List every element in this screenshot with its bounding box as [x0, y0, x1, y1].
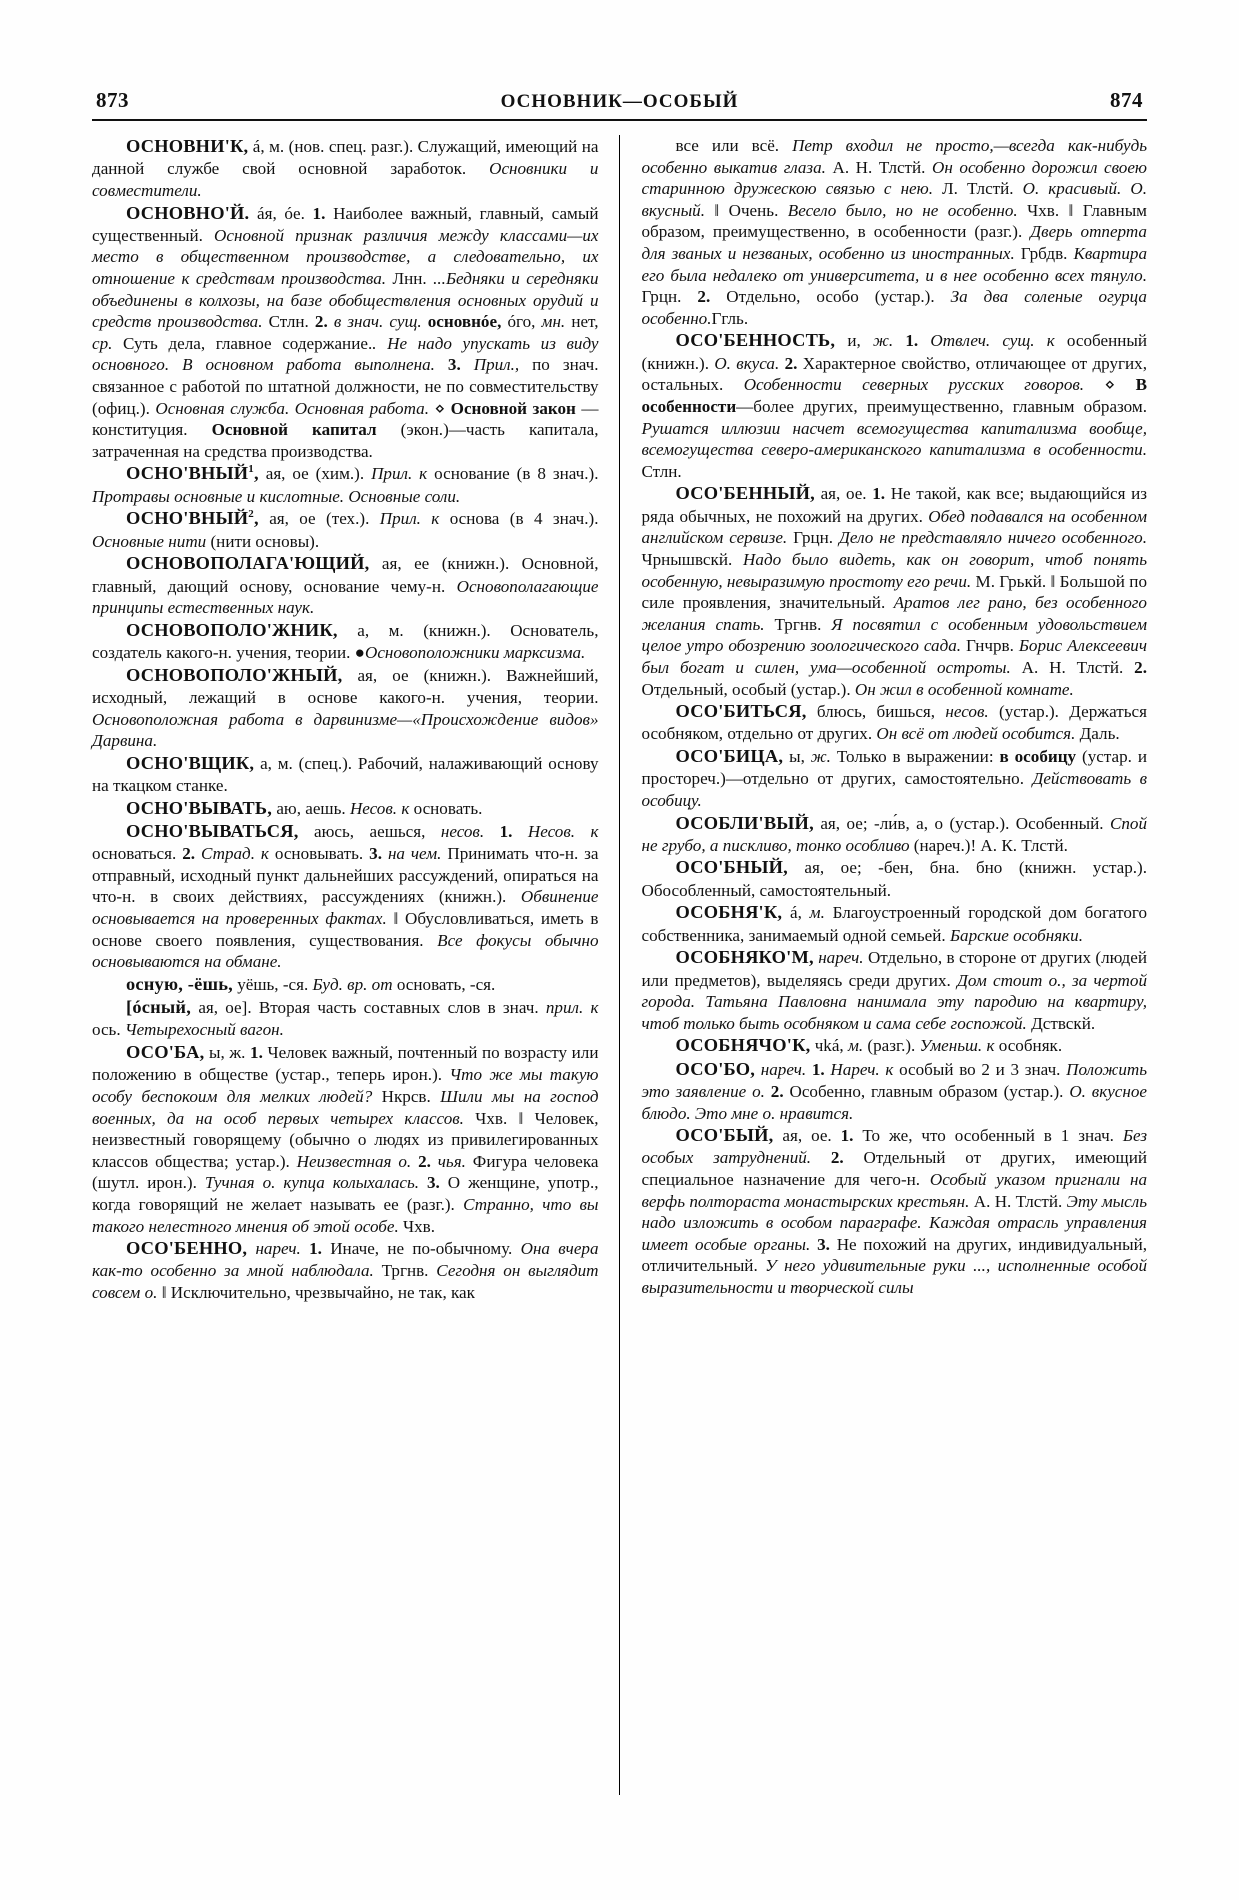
- dictionary-entry: [642, 482, 1148, 700]
- entry-headword: ОСО'БНЫЙ,: [675, 857, 788, 878]
- entry-headword: ОСО'БИЦА,: [675, 746, 784, 767]
- entry-headword: ОСНО'ВНЫЙ$^2$,: [126, 508, 259, 529]
- entry-body: ая, ее (книжн.). Основной, главный, дающий основу, основание чему-н. Основополагающие принципы естественных наук.: [92, 554, 599, 618]
- entry-body: аюсь, аешься, несов. 1. Несов. к основаться. 2. Страд. к основывать. 3. на чем. Принимать что-н. за отправный, исходный пункт дальнейших рассуждений, опираться на что-н. в своих действиях, рассуждениях (книжн.). Обвинение основывается на проверенных фактах. ‖ Обусловливаться, иметь в основе своего появления, существования. Все фокусы обычно основываются на обмане.: [92, 821, 599, 972]
- page-columns: [92, 135, 1147, 1795]
- entry-body: нареч. 1. Иначе, не по-обычному. Она вчера как-то особенно за мной наблюдала. Тргнв. Сегодня он выглядит совсем о. ‖ Исключительно, чрезвычайно, не так, как: [92, 1239, 599, 1303]
- entry-headword: ОСОБНЯКО'М,: [675, 947, 814, 968]
- entry-body: ая, ое (книжн.). Важнейший, исходный, лежащий в основе какого-н. учения, теории. Основоположная работа в дарвинизме—«Происхождение видов» Дарвина.: [92, 665, 599, 751]
- entry-body: все или всё. Петр входил не просто,—всегда как-нибудь особенно выкатив глаза. А. Н. Тлстй. Он особенно дорожил своею старинною дружескою связью с нею. Л. Тлстй. О. красивый. О. вкусный. ‖ Очень. Весело было, но не особенно. Чхв. ‖ Главным образом, преимущественно, в особенности (разг.). Дверь отперта для званых и незваных, особенно из иностранных. Грбдв. Квартира его была недалеко от университета, и в нее особенно всех тянуло. Грцн. 2. Отдельно, особо (устар.). За два соленые огурца особенно.Ггль.: [641, 136, 1148, 328]
- dictionary-entry: [642, 946, 1148, 1034]
- entry-headword: ОСНО'ВЫВАТЬ,: [126, 797, 273, 818]
- entry-body: ая, ое. 1. То же, что особенный в 1 знач. Без особых затруднений. 2. Отдельный от других, имеющий специальное назначение для чего-н. Особый указом пригнали на верфь полтораста монастырских крестьян. А. Н. Тлстй. Эту мысль надо изложить в особом параграфе. Каждая отрасль управления имеет особые органы. 3. Не похожий на других, индивидуальный, отличительный. У него удивительные руки ..., исполненные особой выразительности и творческой силы: [641, 1126, 1148, 1298]
- entry-body: ая, ое. 1. Не такой, как все; выдающийся из ряда обычных, не похожий на других. Обед подавался на особенном английском сервизе. Грцн. Дело не представляло ничего особенного. Чрнышвскй. Надо было видеть, как он говорит, чтоб понять особенную, невыразимую простоту его речи. М. Грькй. ‖ Большой по силе проявления, значительный. Аратов лег рано, без особенного желания спать. Тргнв. Я посвятил с особенным удовольствием целое утро обозрению зоологического сада. Гнчрв. Борис Алексеевич был богат и силен, ума—особенной остроты. А. Н. Тлстй. 2. Отдельный, особый (устар.). Он жил в особенной комнате.: [641, 484, 1147, 699]
- dictionary-entry: [92, 202, 599, 463]
- entry-body: á, м. (нов. спец. разг.). Служащий, имеющий на данной службе свой основной заработок. Основники и совместители.: [92, 137, 599, 200]
- entry-body: нареч. 1. Нареч. к особый во 2 и 3 знач. Положить это заявление о. 2. Особенно, главным образом (устар.). О. вкусное блюдо. Это мне о. нравится.: [641, 1059, 1148, 1123]
- dictionary-entry: [92, 552, 599, 619]
- dictionary-entry: [92, 1237, 599, 1304]
- entry-body: áя, óе. 1. Наиболее важный, главный, самый существенный. Основной признак различия между классами—их место в общественном производстве, а следовательно, их отношение к средствам производства. Лнн. ...Бедняки и середняки объединены в колхозы, на базе обобществления основных орудий и средств производства. Стлн. 2. в знач. сущ. основнóе, óго, мн. нет, ср. Суть дела, главное содержание.. Не надо упускать из виду основного. В основном работа выполнена. 3. Прил., по знач. связанное с работой по штатной должности, не по совместительству (офиц.). Основная служба. Основная работа. ⋄ Основной закон — конституция. Основной капитал (экон.)—часть капитала, затраченная на средства производства.: [92, 203, 599, 461]
- dictionary-entry: [642, 1058, 1148, 1125]
- dictionary-entry: [642, 856, 1148, 901]
- folio-left: 873: [96, 88, 129, 112]
- dictionary-entry: [92, 507, 599, 552]
- column-left: [92, 135, 620, 1795]
- entry-headword: ОСОБНЯ'К,: [675, 902, 783, 923]
- entry-headword: ОСО'БЕННО,: [126, 1238, 248, 1259]
- dictionary-entry: [92, 664, 599, 752]
- entry-headword: ОСНО'ВЩИК,: [126, 752, 255, 773]
- folio-right: 874: [1110, 88, 1143, 112]
- entry-continuation: [642, 135, 1148, 329]
- running-title: ОСНОВНИК—ОСОБЫЙ: [500, 91, 739, 112]
- entry-headword: ОСНОВОПОЛО'ЖНИК,: [126, 619, 338, 640]
- entry-body: а, м. (книжн.). Основатель, создатель какого-н. учения, теории. ●Основоположники марксизма.: [92, 620, 599, 663]
- dictionary-entry: [92, 135, 599, 202]
- entry-headword: ОСО'БЕННЫЙ,: [675, 483, 815, 504]
- entry-headword: ОСО'БА,: [126, 1042, 205, 1063]
- entry-headword: [ócный,: [126, 997, 192, 1018]
- dictionary-entry: [92, 752, 599, 797]
- entry-headword: ОСО'БЫЙ,: [675, 1125, 774, 1146]
- dictionary-entry: [92, 973, 599, 996]
- entry-headword: ОСО'БЕННОСТЬ,: [675, 330, 836, 351]
- dictionary-entry: [642, 700, 1148, 745]
- dictionary-entry: [642, 1034, 1148, 1057]
- entry-body: á, м. Благоустроенный городской дом богатого собственника, занимаемый одной семьей. Барские особняки.: [641, 903, 1148, 945]
- dictionary-entry: [642, 1124, 1148, 1299]
- dictionary-entry: [642, 812, 1148, 857]
- entry-body: блюсь, бишься, несов. (устар.). Держаться особняком, отдельно от других. Он всё от людей особится. Даль.: [641, 702, 1147, 744]
- entry-headword: ОСНО'ВЫВАТЬСЯ,: [126, 820, 299, 841]
- entry-body: и, ж. 1. Отвлеч. сущ. к особенный (книжн.). О. вкуса. 2. Характерное свойство, отличающее от других, остальных. Особенности северных русских говоров. ⋄ В особенности—более других, преимущественно, главным образом. Рушатся иллюзии насчет всемогущества капитализма вообще, всемогущества северо-американского капитализма в особенности. Стлн.: [641, 331, 1148, 481]
- entry-body: ая, ое; -бен, бна. бно (книжн. устар.). Обособленный, самостоятельный.: [641, 858, 1147, 900]
- entry-headword: ОСОБЛИ'ВЫЙ,: [675, 812, 814, 833]
- entry-body: ая, ое (тех.). Прил. к основа (в 4 знач.). Основные нити (нити основы).: [92, 509, 599, 551]
- dictionary-entry: [92, 996, 599, 1041]
- column-right: [620, 135, 1148, 1795]
- dictionary-entry: [642, 329, 1148, 482]
- entry-body: аю, аешь. Несов. к основать.: [276, 798, 483, 818]
- dictionary-entry: [642, 901, 1148, 946]
- entry-body: ая, ое; -ли́в, а, о (устар.). Особенный. Спой не грубо, а пискливо, тонко особливо (нареч.)! А. К. Тлстй.: [641, 813, 1148, 855]
- entry-headword: ОСНО'ВНЫЙ$^1$,: [126, 463, 259, 484]
- entry-body: а, м. (спец.). Рабочий, налаживающий основу на ткацком станке.: [92, 753, 599, 796]
- entry-body: ая, ое (хим.). Прил. к основание (в 8 знач.). Протравы основные и кислотные. Основные соли.: [92, 464, 599, 506]
- dictionary-entry: [92, 820, 599, 973]
- dictionary-entry: [92, 619, 599, 664]
- entry-headword: ОСО'БИТЬСЯ,: [675, 701, 807, 722]
- entry-body: ая, ое]. Вторая часть составных слов в знач. прил. к ось. Четырехосный вагон.: [92, 998, 599, 1040]
- entry-headword: ОСОБНЯЧО'К,: [675, 1035, 811, 1056]
- dictionary-entry: [92, 1041, 599, 1237]
- entry-body: чká, м. (разг.). Уменьш. к особняк.: [814, 1036, 1063, 1056]
- entry-body: нареч. Отдельно, в стороне от других (людей или предметов), выделяясь среди других. Дом стоит о., за чертой города. Татьяна Павловна нанимала эту пародию на квартиру, чтоб только быть особняком и сама себе госпожой. Дствскй.: [641, 948, 1147, 1033]
- dictionary-entry: [642, 745, 1148, 812]
- entry-headword: ОСНОВОПОЛО'ЖНЫЙ,: [126, 664, 343, 685]
- page-header: [92, 88, 1147, 121]
- entry-headword: ОСО'БО,: [675, 1058, 756, 1079]
- entry-headword: осную, -ёшь,: [126, 973, 233, 994]
- entry-headword: ОСНОВОПОЛАГА'ЮЩИЙ,: [126, 553, 370, 574]
- dictionary-entry: [92, 462, 599, 507]
- dictionary-entry: [92, 797, 599, 820]
- entry-headword: ОСНОВНО'Й.: [126, 202, 250, 223]
- entry-body: ы, ж. 1. Человек важный, почтенный по возрасту или положению в обществе (устар., теперь ирон.). Что же мы такую особу беспокоим для мелких людей? Нкрсв. Шили мы на господ военных, да на особ первых четырех классов. Чхв. ‖ Человек, неизвестный говорящему (обычно о людях из привилегированных классов общества; устар.). Неизвестная о. 2. чья. Фигура человека (шутл. ирон.). Тучная о. купца колыхалась. 3. О женщине, употр., когда говорящий не желает называть ее (разг.). Странно, что вы такого нелестного мнения об этой особе. Чхв.: [92, 1043, 599, 1236]
- entry-body: уёшь, -ся. Буд. вр. от основать, -ся.: [237, 974, 496, 994]
- entry-body: ы, ж. Только в выражении: в особицу (устар. и простореч.)—отдельно от других, самостоятельно. Действовать в особицу.: [641, 747, 1147, 810]
- entry-headword: ОСНОВНИ'К,: [126, 136, 249, 156]
